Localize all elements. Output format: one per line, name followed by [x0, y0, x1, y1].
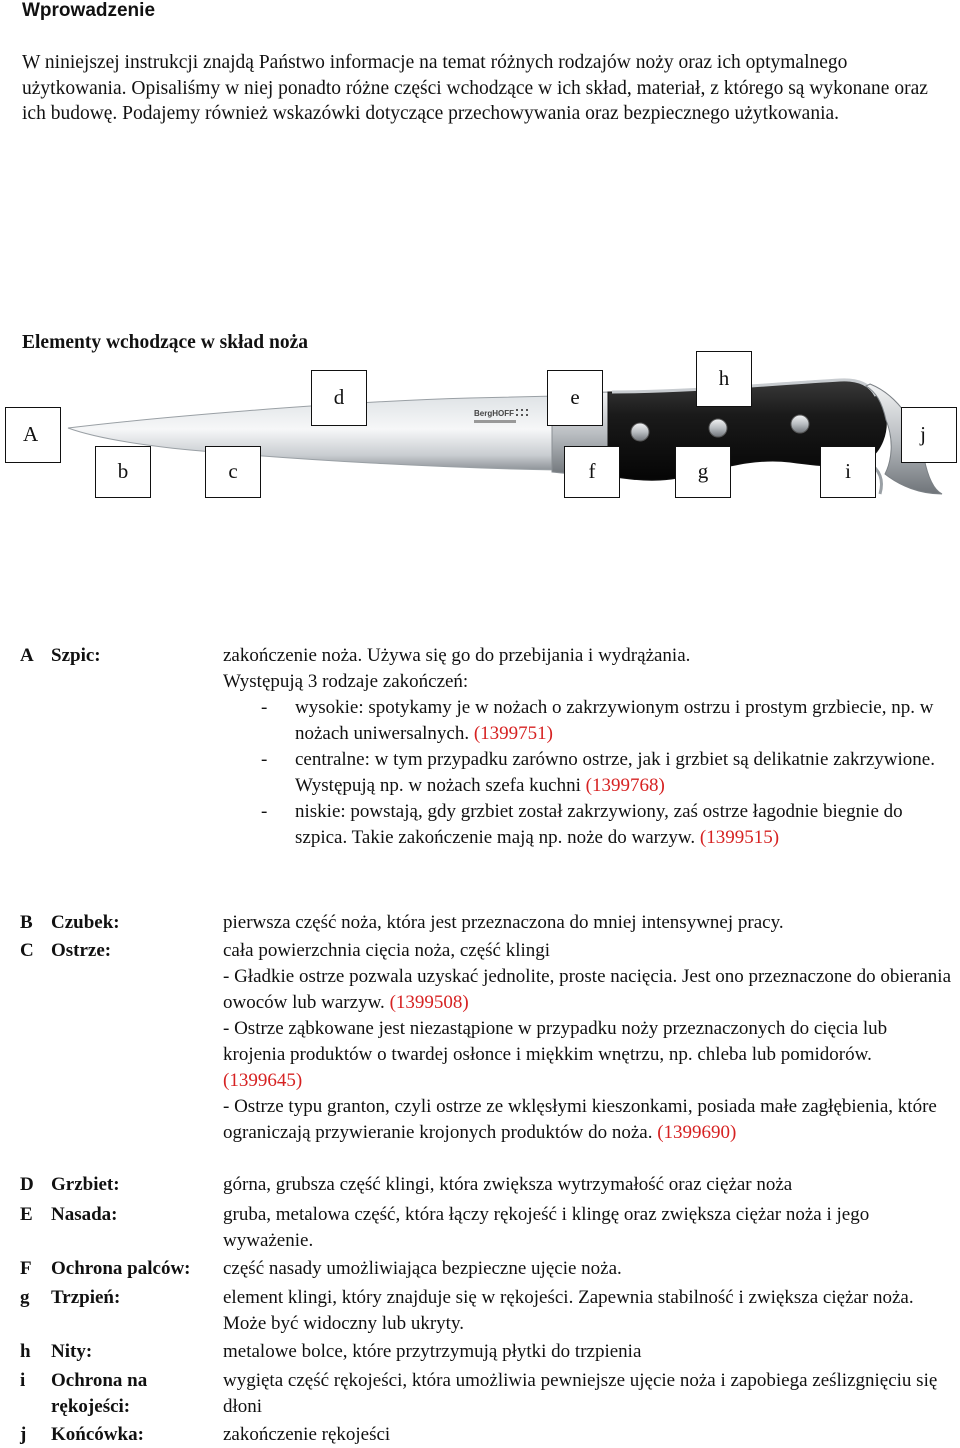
label-j: j: [901, 407, 957, 463]
label-f: f: [564, 446, 620, 498]
part-A: [20, 643, 950, 883]
product-code: (1399751): [473, 723, 554, 744]
label-h: h: [696, 351, 752, 407]
part-name: Szpic:: [51, 645, 101, 666]
list-item: - wysokie: spotykamy je w nożach o zakrzywionym ostrzu i prostym grzbiecie, np. w nożach uniwersalnych. (1399751): [261, 697, 934, 744]
product-code: (1399515): [699, 827, 780, 848]
label-c: c: [205, 446, 261, 498]
product-code: (1399690): [657, 1122, 737, 1143]
knife-illustration: [0, 0, 960, 600]
label-e: e: [547, 370, 603, 426]
product-code: (1399768): [585, 775, 665, 796]
rivet: [631, 423, 649, 441]
product-code: (1399645): [223, 1070, 303, 1091]
label-b: b: [95, 446, 151, 498]
rivet: [709, 419, 727, 437]
label-g: g: [675, 446, 731, 498]
list-item: - niskie: powstają, gdy grzbiet został zakrzywiony, zaś ostrze łagodnie biegnie do szpica. Takie zakończenie mają np. noże do warzyw. (1399515): [261, 801, 903, 848]
product-code: (1399508): [389, 992, 469, 1013]
list-item: - centralne: w tym przypadku zarówno ostrze, jak i grzbiet są delikatnie zakrzywione. Występują np. w nożach szefa kuchni (1399768): [261, 749, 935, 796]
label-i: i: [820, 446, 876, 498]
intro-paragraph: W niniejszej instrukcji znajdą Państwo informacje na temat różnych rodzajów noży oraz ich optymalnego użytkowania. Opisaliśmy w niej ponadto różne części wchodzące w ich skład, materiał, z którego są wykonane oraz ich budowę. Podajemy również wskazówki dotyczące przechowywania oraz bezpiecznego użytkowania.: [22, 52, 928, 124]
diagram-heading: Elementy wchodzące w skład noża: [22, 332, 308, 353]
label-A: A: [5, 407, 61, 463]
brand-logo: BergHOFF: [474, 409, 514, 418]
page-title: Wprowadzenie: [22, 0, 156, 21]
part-description: zakończenie noża. Używa się go do przebijania i wydrążania. Występują 3 rodzaje zakończeń: - wysokie: spotykamy je w nożach o zakrzywionym ostrzu i prostym grzbiecie, np. w nożach uniwersalnych. (1399751) - centralne: w tym przypadku zarówno ostrze, jak i grzbiet są delikatnie zakrzywione. Występują np. w nożach szefa kuchni (1399768) - niskie: powstają, gdy grzbiet został zakrzywiony, zaś ostrze łagodnie biegnie do szpica. Takie zakończenie mają np. noże do warzyw. (1399515): [223, 643, 953, 851]
rivet: [791, 415, 809, 433]
label-d: d: [311, 370, 367, 426]
part-letter: A: [20, 645, 34, 666]
